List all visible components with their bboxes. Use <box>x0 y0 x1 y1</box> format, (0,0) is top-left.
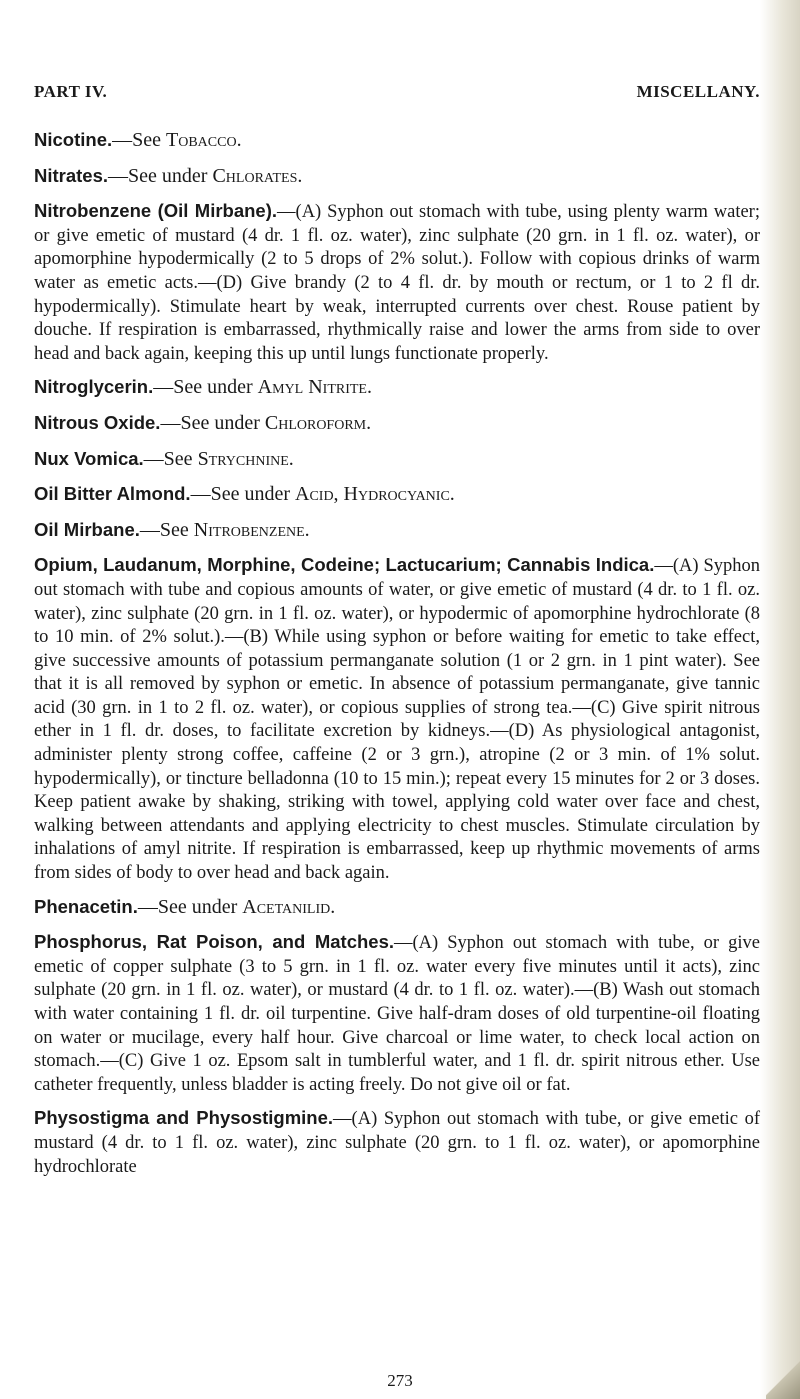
entry-text: —See <box>139 518 194 541</box>
running-head-right: MISCELLANY. <box>636 82 760 101</box>
entry-cross-reference: Tobacco. <box>166 129 242 151</box>
page-number: 273 <box>387 1371 413 1390</box>
entry-headword: Nitrous Oxide. <box>34 411 161 433</box>
entry-headword: Phosphorus, Rat Poison, and Matches. <box>34 931 394 953</box>
entry-opium <box>34 553 760 885</box>
entry-cross-reference: Amyl Nitrite. <box>257 376 372 399</box>
entry-oil-mirbane <box>34 518 760 544</box>
entry-text: —See under <box>160 411 265 434</box>
entry-text: —See <box>112 129 167 151</box>
entry-headword: Nitrobenzene (Oil Mirbane). <box>34 200 278 222</box>
entry-headword: Phenacetin. <box>34 895 138 917</box>
entry-headword: Nitrates. <box>34 164 109 186</box>
entry-text: —(A) Syphon out stomach with tube, using plenty warm water; or give emetic of mustard (4 dr. 1 fl. oz. water), zinc sulphate (20 grn. in 1 fl. oz. water), or apomorphine hypodermically (2 to 5 drops of 2% solut.). Follow with copious drinks of warm water as emetic acts.—(D) Give brandy (2 to 4 fl. dr. by mouth or rectum, or 1 to 2 fl dr. hypodermically). Stimulate heart by weak, interrupted currents over chest. Rouse patient by douche. If respiration is embarrassed, rhythmically raise and lower the arms from side to over head and back again, keeping this up until lungs functionate properly. <box>34 202 760 364</box>
entry-nitrobenzene <box>34 199 760 366</box>
running-head <box>34 82 760 106</box>
entry-cross-reference: Strychnine. <box>197 447 294 470</box>
entry-text: —(A) Syphon out stomach with tube, or give emetic of copper sulphate (3 to 5 grn. in 1 fl. oz. water every five minutes until it acts), zinc sulphate (20 grn. in 1 fl. oz. water), or mustard (4 dr. to 1 fl. oz. water).—(B) Wash out stomach with water containing 1 fl. dr. oil turpentine. Give half-dram doses of old turpentine-oil floating on water or mucilage, every half hour. Give charcoal or lime water, to check local action on stomach.—(C) Give 1 oz. Epsom salt in tumblerful water, and 1 fl. dr. spirit nitrous ether. Use catheter frequently, unless bladder is acting freely. Do not give oil or fat. <box>34 933 760 1095</box>
entry-headword: Nux Vomica. <box>34 447 144 469</box>
entry-text: —(A) Syphon out stomach with tube, or give emetic of mustard (4 dr. to 1 fl. oz. water), zinc sulphate (20 grn. to 1 fl. oz. water), or apomorphine hydrochlorate <box>34 1109 760 1177</box>
entry-cross-reference: Chloroform. <box>264 411 372 434</box>
entry-text: —See under <box>153 376 258 399</box>
page-edge-shadow <box>760 0 800 1399</box>
entry-headword: Opium, Laudanum, Morphine, Codeine; Lactucarium; Cannabis Indica. <box>34 554 655 576</box>
entry-phenacetin <box>34 895 760 921</box>
entry-physostigma <box>34 1106 760 1179</box>
entry-nitrates <box>34 164 760 190</box>
entry-nicotine <box>34 128 760 154</box>
entry-headword: Oil Mirbane. <box>34 518 140 540</box>
entry-cross-reference: Acid, Hydrocyanic. <box>295 483 455 506</box>
entry-text: —See under <box>137 895 243 918</box>
entry-headword: Nitroglycerin. <box>34 376 154 398</box>
page-content <box>34 82 760 1188</box>
entry-cross-reference: Acetanilid. <box>242 895 336 918</box>
entry-headword: Physostigma and Physostigmine. <box>34 1107 334 1129</box>
entry-nux-vomica <box>34 447 760 473</box>
entry-nitroglycerin <box>34 375 760 401</box>
entry-nitrous-oxide <box>34 411 760 437</box>
entry-text: —See under <box>108 164 213 187</box>
entry-text: —(A) Syphon out stomach with tube and copious amounts of water, or give emetic of mustard (4 dr. to 1 fl. oz. water), zinc sulphate (20 grn. in 1 fl. oz. water), or hypodermic of apomorphine hydrochlorate (8 to 10 min. of 2% solut.).—(B) While using syphon or before waiting for emetic to take effect, give successive amounts of potassium permanganate solution (1 or 2 grn. in 1 pint water). See that it is all removed by syphon or emetic. In absence of potassium permanganate, give tannic acid (30 grn. in 1 to 2 fl. oz. water), or copious supplies of strong tea.—(C) Give spirit nitrous ether in 1 fl. dr. doses, to facilitate excretion by kidneys.—(D) As physiological antagonist, administer plenty strong coffee, caffeine (2 or 3 grn.), atropine (2 or 3 min. of 1% solut. hypodermically), or tincture belladonna (10 to 15 min.); repeat every 15 minutes for 2 or 3 doses. Keep patient awake by shaking, striking with towel, applying cold water over face and chest, walking between attendants and applying electricity to chest muscles. Stimulate circulation by inhalations of amyl nitrite. If respiration is embarrassed, keep up rhythmic movements of arms from sides of body to over head and back again. <box>34 556 760 884</box>
entry-headword: Nicotine. <box>34 129 113 150</box>
entry-cross-reference: Chlorates. <box>212 164 303 187</box>
running-head-left: PART IV. <box>34 82 108 101</box>
entry-oil-bitter-almond <box>34 482 760 508</box>
entry-cross-reference: Nitrobenzene. <box>193 518 310 541</box>
entry-text: —See under <box>190 483 295 506</box>
entry-headword: Oil Bitter Almond. <box>34 483 191 505</box>
entry-phosphorus <box>34 930 760 1097</box>
entry-text: —See <box>143 447 198 470</box>
